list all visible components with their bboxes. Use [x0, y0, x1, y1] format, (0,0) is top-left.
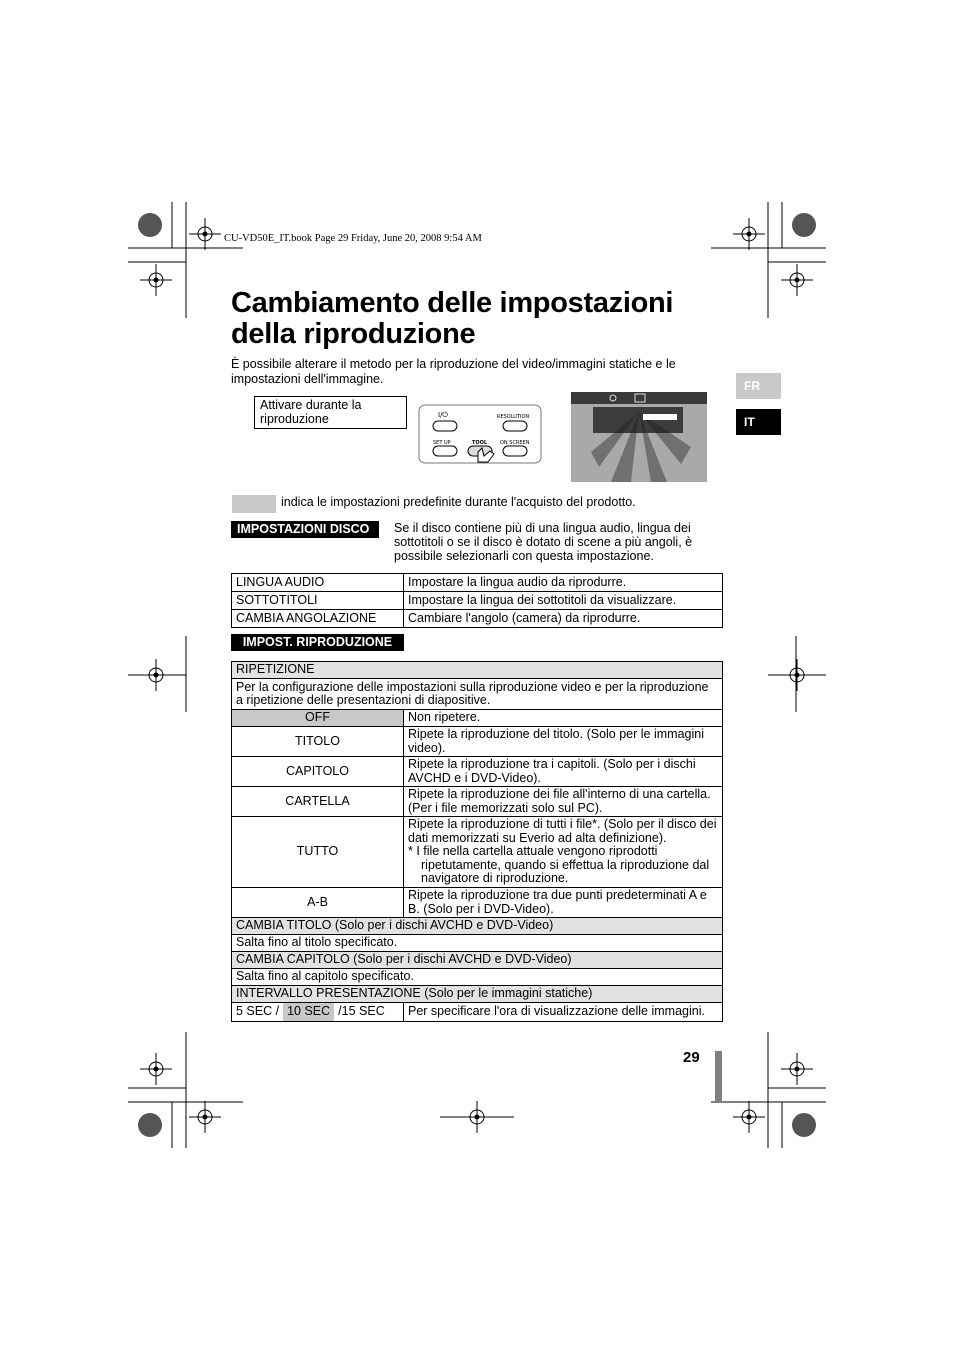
table-row [232, 710, 723, 727]
table-row [232, 662, 723, 679]
table-row [232, 817, 723, 888]
change-chapter-header: CAMBIA CAPITOLO (Solo per i dischi AVCHD e DVD-Video) [232, 952, 723, 969]
table-row [232, 592, 723, 610]
repeat-option-desc: Ripete la riproduzione dei file all'interno di una cartella. (Per i file memorizzati solo sul PC). [404, 787, 723, 817]
default-setting-legend: indica le impostazioni predefinite durante l'acquisto del prodotto. [281, 495, 636, 509]
change-chapter-desc: Salta fino al capitolo specificato. [232, 969, 723, 986]
repeat-all-note-2: ripetutamente, quando si effettua la riproduzione dal navigatore di riproduzione. [421, 857, 710, 886]
disc-settings-table [231, 573, 723, 628]
setting-desc: Impostare la lingua audio da riprodurre. [404, 574, 723, 592]
interval-option-15: /15 SEC [338, 1004, 385, 1019]
page-edge-bar [715, 1051, 722, 1101]
table-row [232, 574, 723, 592]
onscreen-menu-photo [571, 392, 707, 482]
table-row [232, 610, 723, 628]
remote-resolution-label: RESOLUTION [497, 414, 530, 420]
slideshow-interval-desc: Per specificare l'ora di visualizzazione delle immagini. [404, 1003, 723, 1022]
disc-settings-label: IMPOSTAZIONI DISCO [231, 521, 379, 538]
table-row [232, 679, 723, 710]
repeat-option-folder: CARTELLA [232, 787, 404, 817]
repeat-option-all: TUTTO [232, 817, 404, 888]
table-row [232, 1003, 723, 1022]
change-title-header: CAMBIA TITOLO (Solo per i dischi AVCHD e DVD-Video) [232, 918, 723, 935]
table-row [232, 888, 723, 918]
playback-callout-box [254, 396, 407, 429]
repeat-all-desc: Ripete la riproduzione di tutti i file*. (Solo per il disco dei dati memorizzati su Everio ad alta definizione). [408, 817, 717, 845]
setting-desc: Cambiare l'angolo (camera) da riprodurre. [404, 610, 723, 628]
remote-tool-label: TOOL [472, 440, 488, 446]
page-title-line-2: della riproduzione [231, 318, 476, 350]
page-title-line-1: Cambiamento delle impostazioni [231, 287, 674, 319]
repeat-option-desc: Ripete la riproduzione tra due punti predeterminati A e B. (Solo per i DVD-Video). [404, 888, 723, 918]
repeat-option-desc: Ripete la riproduzione del titolo. (Solo per le immagini video). [404, 727, 723, 757]
remote-control-illustration [418, 404, 542, 464]
table-row [232, 952, 723, 969]
table-row [232, 757, 723, 787]
repeat-option-desc [404, 817, 723, 888]
repeat-option-desc: Non ripetere. [404, 710, 723, 727]
language-tab-fr[interactable]: FR [736, 373, 781, 399]
remote-onscreen-label: ON SCREEN [500, 440, 530, 446]
print-header-line: CU-VD50E_IT.book Page 29 Friday, June 20, 2008 9:54 AM [224, 233, 482, 244]
repeat-header: RIPETIZIONE [232, 662, 723, 679]
slideshow-interval-options [232, 1003, 404, 1022]
interval-option-10-default: 10 SEC [283, 1003, 334, 1021]
slideshow-interval-header: INTERVALLO PRESENTAZIONE (Solo per le immagini statiche) [232, 986, 723, 1003]
repeat-all-note-1: * I file nella cartella attuale vengono riprodotti [408, 844, 658, 859]
callout-line-1: Attivare durante la [260, 398, 362, 412]
table-row [232, 969, 723, 986]
remote-power-label: I/⏻ [438, 411, 448, 419]
table-row [232, 727, 723, 757]
repeat-option-off: OFF [232, 710, 404, 727]
table-row [232, 918, 723, 935]
table-row [232, 986, 723, 1003]
page-number: 29 [683, 1049, 700, 1066]
setting-name: SOTTOTITOLI [232, 592, 404, 610]
change-title-desc: Salta fino al titolo specificato. [232, 935, 723, 952]
callout-line-2: riproduzione [260, 412, 329, 426]
setting-desc: Impostare la lingua dei sottotitoli da visualizzare. [404, 592, 723, 610]
playback-settings-label: IMPOST. RIPRODUZIONE [231, 634, 404, 651]
setting-name: CAMBIA ANGOLAZIONE [232, 610, 404, 628]
repeat-option-ab: A-B [232, 888, 404, 918]
playback-settings-table [231, 661, 723, 1022]
page-title [231, 288, 751, 350]
repeat-description: Per la configurazione delle impostazioni sulla riproduzione video e per la riproduzione a ripetizione delle presentazioni di diapositive. [232, 679, 723, 710]
intro-paragraph: È possibile alterare il metodo per la riproduzione del video/immagini statiche e le impostazioni dell'immagine. [231, 357, 676, 386]
interval-option-5: 5 SEC / [236, 1004, 280, 1019]
language-tab-it[interactable]: IT [736, 409, 781, 435]
table-row [232, 787, 723, 817]
disc-settings-description: Se il disco contiene più di una lingua audio, lingua dei sottotitoli o se il disco è dotato di scene a più angoli, è possibile selezionarli con questa impostazione. [394, 521, 693, 563]
repeat-option-title: TITOLO [232, 727, 404, 757]
remote-setup-label: SET UP [433, 440, 451, 446]
default-setting-swatch [232, 495, 276, 513]
setting-name: LINGUA AUDIO [232, 574, 404, 592]
repeat-option-desc: Ripete la riproduzione tra i capitoli. (Solo per i dischi AVCHD e i DVD-Video). [404, 757, 723, 787]
repeat-option-chapter: CAPITOLO [232, 757, 404, 787]
table-row [232, 935, 723, 952]
